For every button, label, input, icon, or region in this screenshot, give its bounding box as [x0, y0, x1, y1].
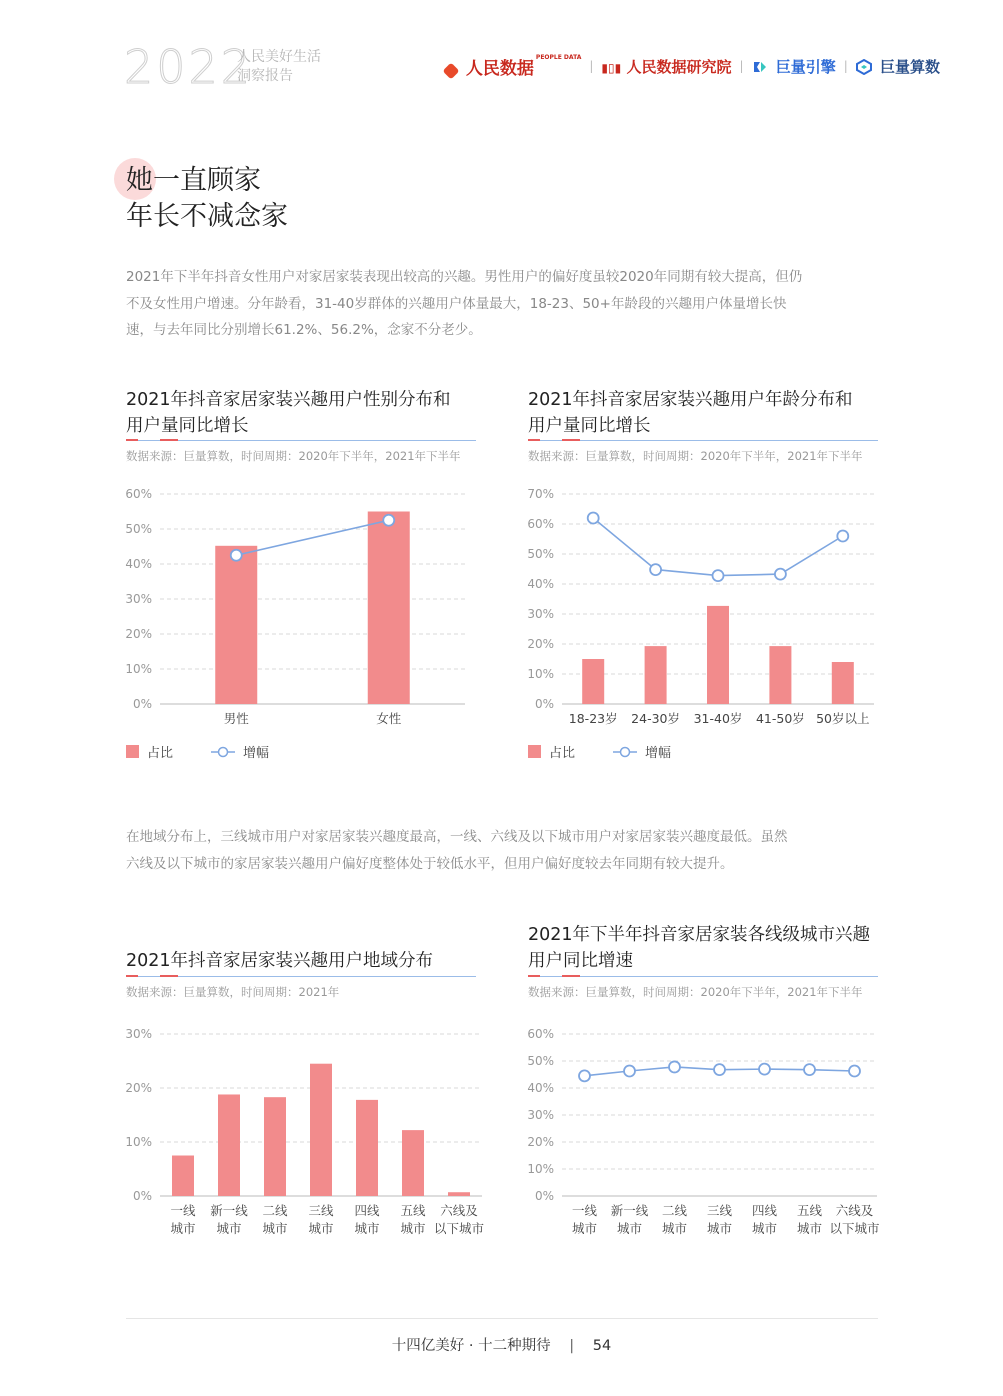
x-tick-label: 城市 [571, 1221, 598, 1236]
x-tick-label: 24-30岁 [631, 711, 681, 726]
x-tick-label: 五线 [400, 1203, 426, 1218]
people-data-logo-text: 人民数据 [465, 58, 534, 79]
legend-bar-swatch [528, 745, 541, 758]
city-growth-chart-title-line2: 用户同比增速 [528, 951, 633, 971]
x-tick-label: 四线 [751, 1203, 778, 1218]
region-chart-title [126, 948, 476, 974]
x-tick-label: 城市 [751, 1221, 778, 1236]
footer-separator: | [569, 1338, 575, 1354]
x-tick-label: 三线 [308, 1203, 334, 1218]
age-chart-accent [528, 439, 540, 441]
people-data-institute-logo-text: 人民数据研究院 [626, 57, 732, 76]
region-chart-source: 数据来源：巨量算数，时间周期：2021年 [126, 985, 340, 999]
y-tick-label: 10% [527, 1162, 554, 1176]
y-tick-label: 30% [527, 1108, 554, 1122]
region-paragraph [126, 824, 878, 877]
ocean-engine-icon [752, 59, 768, 75]
legend-bar-label: 占比 [549, 746, 576, 761]
legend-line-label: 增幅 [645, 746, 672, 761]
line-point [713, 570, 724, 581]
y-tick-label: 50% [527, 1054, 554, 1068]
bar [402, 1130, 424, 1196]
region-chart-accent [160, 975, 178, 977]
bar [368, 512, 410, 705]
bar [645, 646, 667, 704]
gender-chart-accent [160, 439, 178, 441]
ocean-arithmetic-logo [856, 56, 940, 77]
paragraph-line: 在地域分布上，三线城市用户对家居家装兴趣度最高，一线、六线及以下城市用户对家居家装兴趣度最低。虽然 [126, 829, 788, 845]
partner-logos [445, 50, 940, 82]
ocean-engine-logo [752, 56, 836, 77]
series-line [593, 518, 843, 576]
x-tick-label: 以下城市 [433, 1221, 485, 1236]
y-tick-label: 20% [125, 627, 152, 641]
x-tick-label: 城市 [354, 1221, 380, 1236]
bar [264, 1097, 286, 1196]
people-data-logo [445, 54, 581, 79]
x-tick-label: 新一线 [610, 1203, 649, 1218]
footer-text: 十四亿美好 · 十二种期待 [391, 1338, 551, 1354]
city-growth-chart [522, 1020, 892, 1250]
legend-bar-swatch [126, 745, 139, 758]
line-point [650, 564, 661, 575]
y-tick-label: 20% [527, 637, 554, 651]
bar [707, 606, 729, 704]
bar [356, 1100, 378, 1196]
gender-chart [120, 480, 490, 730]
x-tick-label: 三线 [706, 1203, 733, 1218]
y-tick-label: 0% [534, 697, 554, 711]
footer-divider [126, 1318, 878, 1319]
y-tick-label: 10% [125, 662, 152, 676]
x-tick-label: 50岁以上 [816, 711, 870, 726]
bar [172, 1156, 194, 1197]
bar [218, 1094, 240, 1196]
y-tick-label: 20% [125, 1081, 152, 1095]
line-point [849, 1065, 860, 1076]
y-tick-label: 40% [527, 1081, 554, 1095]
bar [448, 1192, 470, 1196]
y-tick-label: 50% [527, 547, 554, 561]
line-point [588, 513, 599, 524]
gender-chart-underline [126, 440, 476, 441]
section-title [126, 163, 288, 235]
report-name-line2: 洞察报告 [237, 68, 293, 84]
line-point [579, 1070, 590, 1081]
x-tick-label: 31-40岁 [693, 711, 743, 726]
x-tick-label: 四线 [354, 1203, 380, 1218]
line-point [759, 1064, 770, 1075]
gender-chart-title-line2: 用户量同比增长 [126, 416, 249, 436]
legend-line-label: 增幅 [243, 746, 270, 761]
city-growth-chart-title-line1: 2021年下半年抖音家居家装各线级城市兴趣 [528, 925, 871, 945]
people-data-logo-sub: PEOPLE DATA [535, 53, 582, 61]
intro-paragraph [126, 264, 878, 344]
age-chart-underline [528, 440, 878, 441]
y-tick-label: 0% [132, 697, 152, 711]
footer [0, 1334, 1003, 1355]
age-chart [522, 480, 892, 730]
region-chart-title-line1: 2021年抖音家居家装兴趣用户地域分布 [126, 951, 434, 971]
y-tick-label: 60% [125, 487, 152, 501]
y-tick-label: 10% [527, 667, 554, 681]
y-tick-label: 30% [527, 607, 554, 621]
x-tick-label: 城市 [400, 1221, 426, 1236]
line-point [714, 1064, 725, 1075]
section-title-line2: 年长不减念家 [126, 201, 288, 232]
x-tick-label: 女性 [376, 711, 402, 726]
age-chart-accent [562, 439, 580, 441]
x-tick-label: 城市 [661, 1221, 688, 1236]
x-tick-label: 以下城市 [829, 1221, 880, 1236]
y-tick-label: 30% [125, 592, 152, 606]
line-point [383, 515, 394, 526]
x-tick-label: 男性 [223, 711, 249, 726]
report-year: 2022 [124, 40, 254, 94]
age-chart-legend [528, 742, 671, 761]
bar [769, 646, 791, 704]
legend-line-swatch [211, 746, 235, 758]
report-name-line1: 人民美好生活 [237, 49, 321, 65]
bar [215, 546, 257, 704]
region-chart-accent [126, 975, 138, 977]
y-tick-label: 50% [125, 522, 152, 536]
x-tick-label: 城市 [216, 1221, 242, 1236]
y-tick-label: 70% [527, 487, 554, 501]
legend-line-swatch [613, 746, 637, 758]
x-tick-label: 城市 [308, 1221, 334, 1236]
x-tick-label: 城市 [706, 1221, 733, 1236]
x-tick-label: 41-50岁 [755, 711, 805, 726]
x-tick-label: 一线 [170, 1203, 196, 1218]
ocean-arithmetic-icon [856, 59, 872, 75]
age-chart-title [528, 387, 878, 439]
city-growth-chart-source: 数据来源：巨量算数，时间周期：2020年下半年，2021年下半年 [528, 985, 863, 999]
x-tick-label: 五线 [796, 1203, 823, 1218]
ocean-engine-logo-text: 巨量引擎 [775, 57, 836, 76]
gender-chart-title-line1: 2021年抖音家居家装兴趣用户性别分布和 [126, 390, 451, 410]
gender-chart-accent [126, 439, 138, 441]
y-tick-label: 40% [527, 577, 554, 591]
region-chart-underline [126, 976, 476, 977]
y-tick-label: 60% [527, 1027, 554, 1041]
x-tick-label: 城市 [170, 1221, 196, 1236]
age-chart-title-line1: 2021年抖音家居家装兴趣用户年龄分布和 [528, 390, 853, 410]
y-tick-label: 60% [527, 517, 554, 531]
y-tick-label: 0% [534, 1189, 554, 1203]
gender-chart-legend [126, 742, 269, 761]
gender-chart-title [126, 387, 476, 439]
y-tick-label: 20% [527, 1135, 554, 1149]
page-number: 54 [592, 1338, 612, 1354]
paragraph-line: 不及女性用户增速。分年龄看，31-40岁群体的兴趣用户体量最大，18-23、50+年龄段的兴趣用户体量增长快 [126, 295, 787, 312]
bar [832, 662, 854, 704]
region-chart [120, 1020, 490, 1250]
sound-wave-icon: ▮▯▮ [601, 60, 622, 75]
logo-separator: | [739, 59, 744, 73]
people-data-icon [443, 62, 460, 79]
gender-chart-source: 数据来源：巨量算数，时间周期：2020年下半年，2021年下半年 [126, 449, 461, 463]
y-tick-label: 10% [125, 1135, 152, 1149]
series-line [236, 520, 389, 555]
city-growth-chart-title [528, 922, 888, 974]
age-chart-source: 数据来源：巨量算数，时间周期：2020年下半年，2021年下半年 [528, 449, 863, 463]
x-tick-label: 18-23岁 [568, 711, 618, 726]
city-growth-chart-accent [562, 975, 580, 977]
legend-bar-label: 占比 [147, 746, 174, 761]
line-point [231, 550, 242, 561]
y-tick-label: 40% [125, 557, 152, 571]
line-point [624, 1065, 635, 1076]
ocean-arithmetic-logo-text: 巨量算数 [880, 57, 941, 76]
bar [582, 659, 604, 704]
x-tick-label: 二线 [262, 1203, 288, 1218]
bar [310, 1064, 332, 1196]
age-chart-title-line2: 用户量同比增长 [528, 416, 651, 436]
line-point [837, 531, 848, 542]
city-growth-chart-accent [528, 975, 540, 977]
x-tick-label: 新一线 [210, 1203, 248, 1218]
x-tick-label: 城市 [616, 1221, 643, 1236]
x-tick-label: 城市 [262, 1221, 288, 1236]
y-tick-label: 30% [125, 1027, 152, 1041]
section-title-line1: 她一直顾家 [126, 165, 261, 196]
logo-separator: | [589, 59, 594, 73]
line-point [775, 569, 786, 580]
people-data-institute-logo [601, 56, 731, 77]
logo-separator: | [843, 59, 848, 73]
paragraph-line: 2021年下半年抖音女性用户对家居家装表现出较高的兴趣。男性用户的偏好度虽较2020年同期有较大提高，但仍 [126, 269, 803, 285]
line-point [669, 1061, 680, 1072]
paragraph-line: 速，与去年同比分别增长61.2%、56.2%，念家不分老少。 [126, 322, 482, 338]
x-tick-label: 城市 [796, 1221, 823, 1236]
paragraph-line: 六线及以下城市的家居家装兴趣用户偏好度整体处于较低水平，但用户偏好度较去年同期有较大提升。 [126, 855, 734, 872]
y-tick-label: 0% [132, 1189, 152, 1203]
line-point [804, 1064, 815, 1075]
x-tick-label: 一线 [571, 1203, 598, 1218]
report-name [237, 48, 321, 86]
x-tick-label: 六线及 [835, 1203, 874, 1218]
city-growth-chart-underline [528, 976, 878, 977]
x-tick-label: 二线 [661, 1203, 688, 1218]
x-tick-label: 六线及 [440, 1203, 478, 1218]
